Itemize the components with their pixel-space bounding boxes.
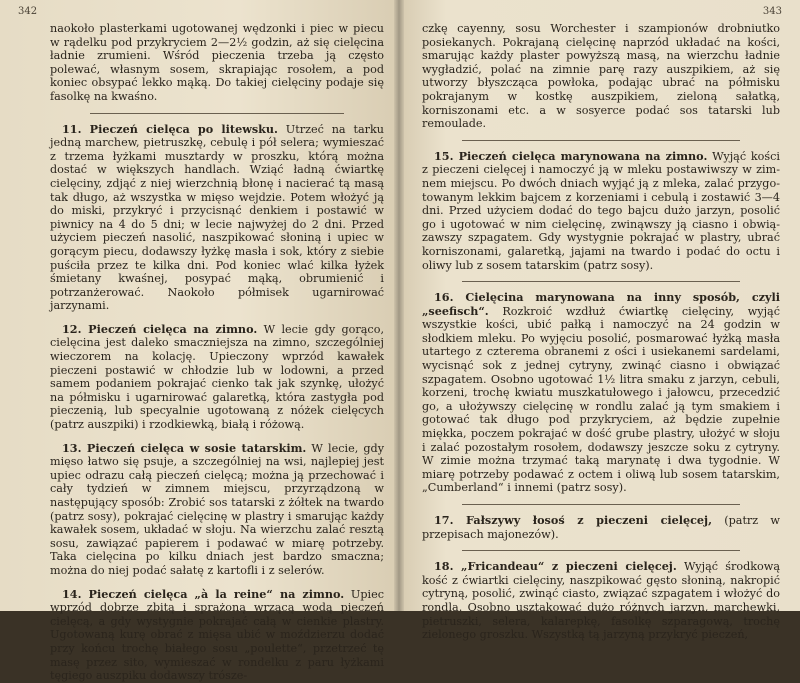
right-page (398, 0, 800, 642)
section-divider (90, 113, 344, 114)
recipe-paragraph (422, 514, 780, 541)
section-divider (462, 550, 740, 551)
recipe-text: (patrz w przepisach majonezów). (422, 514, 780, 541)
book-gutter (394, 0, 404, 611)
recipe-text: W lecie, gdy mięso łatwo się psuje, a szczególniej na wsi, najlepiej jest upiec odrazu całą pieczeń cielęcą; można ją przechować i cały tydzień w zimnem miejscu, przyrządzoną w następujący sposób: Zrobić sos tatarski z żółtek na twardo (patrz sosy), pokrajać cielęcinę w plastry i smarując każdy kawałek sosem, układać w słoju. Na wierzchu zalać resztą sosu, zawiązać papierem i podawać w miarę potrzeby. Taka cielęcina po kilku dniach jest bardzo smaczna; można do niej podać sałatę z kartofli i z selerów. (50, 441, 385, 577)
recipe-title: 13. Pieczeń cielęca w sosie tatarskim. (62, 440, 307, 455)
continued-paragraph: czkę cayenny, sosu Worchester i szampionów drobniutko posiekanych. Pokrajaną cielęcinę naprzód układać na kości, smarując każdy plaster powyższą masą, na wierzchu ładnie wygładzić, polać na zimnie parę razy auszpikiem, aż się utworzy błyszcząca powłoka, podając ubrać na półmisku pokrajanym w kostkę auszpikiem, zieloną sałatką, korniszonami etc. a w sosyerce podać sos tatarski lub remoulade. (422, 22, 780, 131)
recipe-paragraph (50, 323, 384, 432)
recipe-paragraph (50, 442, 384, 578)
recipe-text: Wyjąć kości z pieczeni cielęcej i namoczyć ją w mleku postawiwszy w zimnem miejscu. Po dwóch dniach wyjąć ją z mleka, zalać przygotowanym lekkim bajcem z korzeniami i cebulą i zostawić 3—4 dni. Przed użyciem dodać do tego bajcu dużo jarzyn, posolić go i ugotować w nim cielęcinę, zwinąwszy ją ciasno i obwiązawszy szpagatem. Gdy wystygnie pokrajać w plastry, ubrać korniszonami, galaretką, jajami na twardo i podać do octu i oliwy lub z sosem tatarskim (patrz sosy). (422, 149, 780, 272)
page-number: 343 (762, 6, 782, 17)
section-divider (462, 281, 740, 282)
recipe-title: 18. „Fricandeau“ z pieczeni cielęcej. (434, 559, 677, 574)
recipe-paragraph (50, 588, 384, 683)
recipe-title: 17. Fałszywy łosoś z pieczeni cielęcej, (434, 513, 712, 527)
page-content (422, 22, 780, 642)
page-content (50, 22, 384, 683)
continued-paragraph: naokoło plasterkami ugotowanej wędzonki i piec w piecu w rądelku pod przykryciem 2—2½ godzin, aż się cielęcina ładnie zrumieni. Wśród pieczenia trzeba ją często polewać, własnym sosem, skrapiając rosołem, a pod koniec obsypać lekko mąką. Do takiej cielęciny podaje się fasolkę na kwaśno. (50, 22, 384, 103)
recipe-text: Utrzeć na tarku jedną marchew, pietruszkę, cebulę i pół selera; wymieszać z trzema łyżkami musztardy w proszku, którą można dostać w większych handlach. Wziąć ładną ćwiartkę cielęciny, zdjąć z niej wierzchnią błonę i nacierać tą masą tak długo, aż wszystka w mięso wejdzie. Potem włożyć ją do miski, przykryć i przycisnąć denkiem i postawić w piwnicy na 4 do 5 dni; w lecie najwyżej do 2 dni. Przed użyciem pieczeń nasolić, naszpikować słoniną i upiec w gorącym piecu, dodawszy łyżkę masła i sok, który z siebie puściła przez te kilka dni. Pod koniec wlać kilka łyżek śmietany kwaśnej, posypać mąką, obrumienić i potrzanżerować. Naokoło półmisek ugarnirować jarzynami. (50, 122, 384, 313)
page-number: 342 (18, 6, 38, 17)
recipe-title: 15. Pieczeń cielęca marynowana na zimno. (434, 148, 708, 163)
recipe-text: Upiec wprzód dobrze zbitą i sprażoną wrzącą wodą pieczeń cielęcą, a gdy wystygnie pokrajać całą w cienkie plastry. Ugotowaną kurę obrać z mięsa ubić w moździerzu dodać przy końcu trochę białego sosu „poulette“, przetrzeć tę masę przez sito, wymieszać w rondelku z paru łyżkami tęgiego auszpiku dodawszy trósze- (50, 587, 384, 683)
recipe-text: W lecie gdy gorąco, cielęcina jest daleko smaczniejsza na zimno, szczególniej wieczorem na kolację. Upieczony wprzód kawałek pieczeni postawić w chłodzie lub w lodowni, a przed samem podaniem pokrajać cienko tak jak szynkę, ułożyć na półmisku i ugarnirować galaretką, która zastygła pod pieczenią, lub specyalnie ugotowaną z nóżek cielęcych (patrz auszpiki) i rzodkiewką, białą i różową. (50, 322, 384, 432)
recipe-title: 12. Pieczeń cielęca na zimno. (62, 321, 258, 336)
recipe-paragraph (422, 150, 780, 272)
recipe-title: 14. Pieczeń cielęca „à la reine“ na zimno. (62, 586, 345, 601)
recipe-title: 11. Pieczeń cielęca po litewsku. (62, 121, 278, 136)
recipe-text: Rozkroić wzdłuż ćwiartkę cielęciny, wyjąć wszystkie kości, ubić pałką i namoczyć na 24 godzin w słodkiem mleku. Po wyjęciu posolić, posmarować łyżką masła utartego z czterema obranemi z ości i usiekanemi sardelami, wycisnąć sok z jednej cytryny, zwinąć ciasno i obwiązać szpagatem. Osobno ugotować 1½ litra smaku z jarzyn, cebuli, korzeni, trochę kwiatu muszkatułowego i jałowcu, przecedzić go, a ułożywszy cielęcinę w rondlu zalać ją tym smakiem i gotować tak długo pod przykryciem, aż będzie zupełnie miękka, poczem pokrajać w dość grube plastry, ułożyć w słoju i zalać pozostałym rosołem, dodawszy jeszcze soku z cytryny. W zimie można trzymać taką marynatę i dwa tygodnie. W miarę potrzeby podawać z octem i oliwą lub sosem tatarskim, „Cumberland“ i innemi (patrz sosy). (422, 304, 780, 495)
recipe-paragraph (50, 123, 384, 313)
section-divider (462, 140, 740, 141)
recipe-title: 16. Cielęcina marynowana na inny sposób, czyli „seefisch“. (422, 290, 780, 318)
recipe-paragraph (422, 560, 780, 642)
recipe-text: Wyjąć środkową kość z ćwiartki cielęciny, naszpikować gęsto słoniną, nakropić cytryną, posolić, zwinąć ciasto, związać szpagatem i włożyć do rondla. Osobno usztakować dużo różnych jarzyn, marchewki, pietruszki, selera, kalarepkę, fasolkę szparagową, trochę zielonego groszku. Wszystką tą jarzyną przykryć pieczeń, (422, 560, 781, 642)
recipe-paragraph (422, 291, 780, 495)
section-divider (462, 504, 740, 505)
left-page (0, 0, 398, 683)
